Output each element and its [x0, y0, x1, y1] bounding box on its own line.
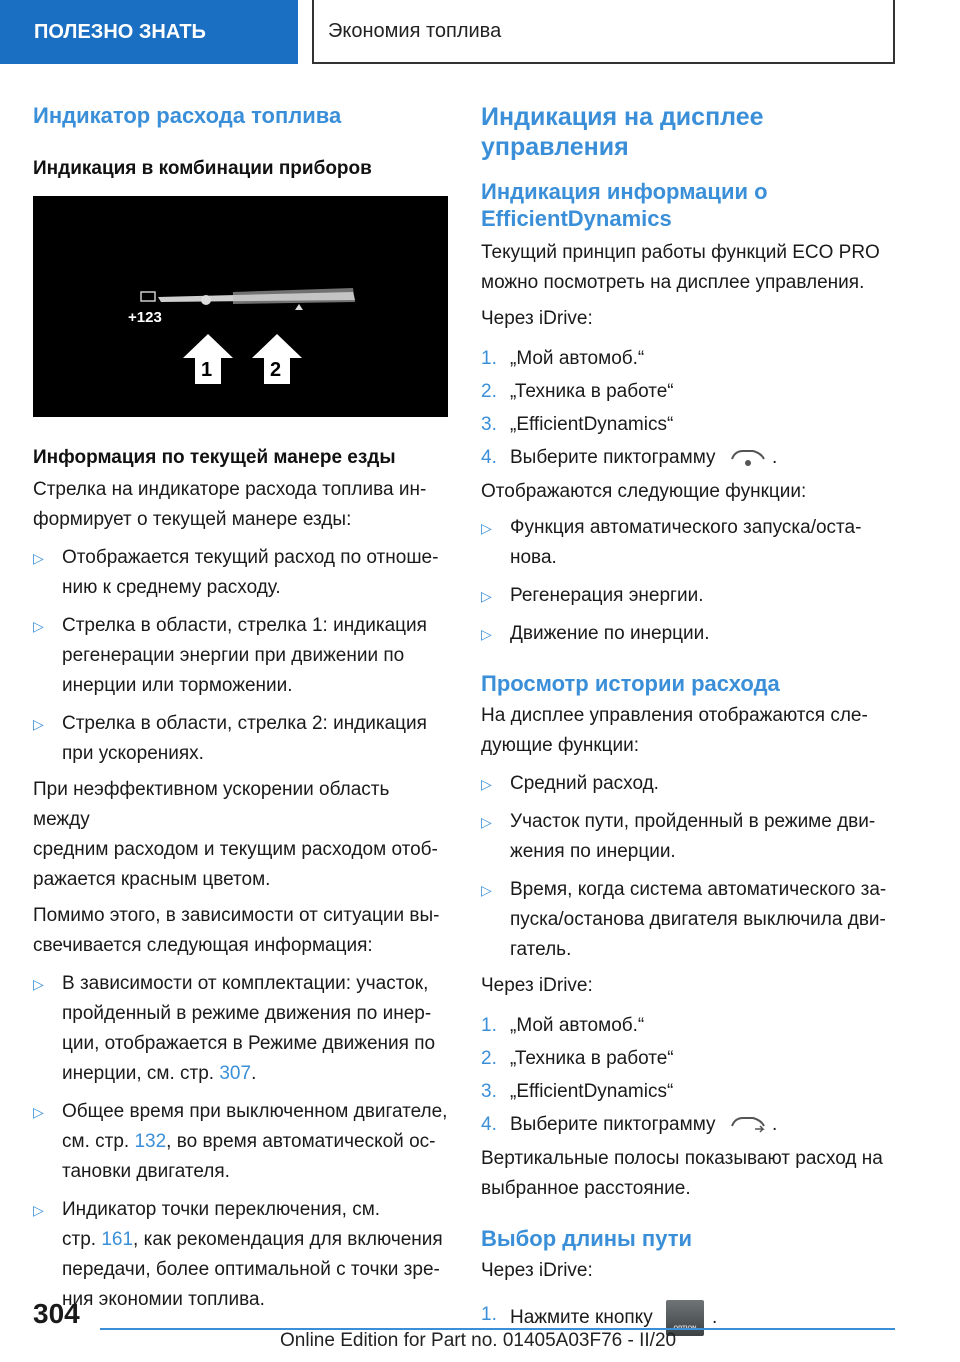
- page-link-307[interactable]: 307: [219, 1063, 252, 1084]
- list-item: ▷ Индикатор точки переключения, см. стр. 161, как рекомендация для включения передачи, более оптимальной с точки зре- ния экономии топлива.: [33, 1195, 448, 1315]
- instrument-cluster-photo: [33, 196, 448, 417]
- list-item: ▷ Движение по инерции.: [481, 619, 891, 649]
- step-item: 4. Выберите пиктограмму .: [481, 447, 778, 468]
- step-item: 1. Нажмите кнопку .: [481, 1300, 891, 1336]
- page-link-161[interactable]: 161: [101, 1229, 134, 1250]
- triangle-bullet-icon: ▷: [33, 618, 44, 634]
- triangle-bullet-icon: ▷: [33, 1104, 44, 1120]
- list-item: ▷ Отображается текущий расход по отноше- нию к среднему расходу.: [33, 543, 448, 603]
- instrument-cluster-heading: Индикация в комбинации приборов: [33, 158, 372, 179]
- list-item: ▷ Участок пути, пройденный в режиме дви- жения по инерции.: [481, 807, 891, 867]
- fuel-gauge-illustration: [33, 196, 448, 417]
- list-item: ▷ В зависимости от комплектации: участок, пройденный в режиме движения по инер- ции, отображается в Режиме движения по инерции, см. стр. 307.: [33, 969, 448, 1089]
- step-item: 3. „EfficientDynamics“: [481, 1081, 674, 1102]
- step-item: 1. „Мой автомоб.“: [481, 1015, 645, 1036]
- right-column: [481, 102, 891, 1336]
- chapter-label: Экономия топлива: [328, 19, 502, 42]
- triangle-bullet-icon: ▷: [33, 550, 44, 566]
- step-item: 4. Выберите пиктограмму .: [481, 1114, 778, 1135]
- car-history-icon: [729, 1114, 767, 1136]
- arrow-1-label: 1: [201, 359, 213, 381]
- footer-edition: Online Edition for Part no. 01405A03F76 - II/20: [280, 1330, 677, 1351]
- paragraph: Стрелка на индикаторе расхода топлива ин- формирует о текущей манере езды:: [33, 479, 427, 530]
- list-item: ▷ Стрелка в области, стрелка 2: индикация при ускорениях.: [33, 709, 448, 769]
- paragraph: Помимо этого, в зависимости от ситуации вы- свечивается следующая информация:: [33, 905, 440, 956]
- triangle-bullet-icon: ▷: [481, 776, 492, 792]
- car-icon: [729, 447, 767, 469]
- triangle-bullet-icon: ▷: [481, 588, 492, 604]
- step-item: 2. „Техника в работе“: [481, 1048, 674, 1069]
- paragraph: Вертикальные полосы показывают расход на выбранное расстояние.: [481, 1148, 883, 1199]
- list-item: ▷ Средний расход.: [481, 769, 891, 799]
- paragraph: Отображаются следующие функции:: [481, 481, 807, 502]
- list-item: ▷ Общее время при выключенном двигателе, см. стр. 132, во время автоматической ос- тановки двигателя.: [33, 1097, 448, 1187]
- paragraph: Текущий принцип работы функций ECO PRO можно посмотреть на дисплее управления.: [481, 242, 880, 293]
- triangle-bullet-icon: ▷: [33, 716, 44, 732]
- section-label: ПОЛЕЗНО ЗНАТЬ: [34, 20, 206, 43]
- arrow-2-label: 2: [270, 359, 282, 381]
- chapter-box: [312, 0, 895, 64]
- triangle-bullet-icon: ▷: [33, 976, 44, 992]
- paragraph: При неэффективном ускорении область между средним расходом и текущим расходом отоб- ражается красным цветом.: [33, 779, 438, 890]
- triangle-bullet-icon: ▷: [33, 1202, 44, 1218]
- page-link-132[interactable]: 132: [134, 1131, 167, 1152]
- triangle-bullet-icon: ▷: [481, 882, 492, 898]
- list-item: ▷ Функция автоматического запуска/оста- нова.: [481, 513, 891, 573]
- step-item: 1. „Мой автомоб.“: [481, 348, 645, 369]
- left-column-text: [33, 447, 448, 1315]
- step-item: 3. „EfficientDynamics“: [481, 414, 674, 435]
- gauge-reading: +123: [128, 309, 162, 326]
- idrive-label: Через iDrive:: [481, 308, 593, 329]
- fuel-indicator-heading: Индикатор расхода топлива: [33, 103, 342, 128]
- display-heading: Индикация на дисплее управления: [481, 103, 764, 161]
- triangle-bullet-icon: ▷: [481, 814, 492, 830]
- list-item: ▷ Стрелка в области, стрелка 1: индикация регенерации энергии при движении по инерции или торможении.: [33, 611, 448, 701]
- consumption-history-heading: Просмотр истории расхода: [481, 671, 780, 696]
- list-item: ▷ Время, когда система автоматического за- пуска/останова двигателя выключила дви- гатель.: [481, 875, 891, 965]
- driving-style-heading: Информация по текущей манере езды: [33, 447, 396, 468]
- efficientdynamics-heading: Индикация информации о EfficientDynamics: [481, 179, 768, 231]
- triangle-bullet-icon: ▷: [481, 626, 492, 642]
- paragraph: На дисплее управления отображаются сле- дующие функции:: [481, 705, 868, 756]
- idrive-label: Через iDrive:: [481, 1260, 593, 1281]
- list-item: ▷ Регенерация энергии.: [481, 581, 891, 611]
- triangle-bullet-icon: ▷: [481, 520, 492, 536]
- route-length-heading: Выбор длины пути: [481, 1226, 692, 1251]
- section-tab: [0, 0, 298, 64]
- page-number: 304: [33, 1298, 80, 1329]
- idrive-label: Через iDrive:: [481, 975, 593, 996]
- step-item: 2. „Техника в работе“: [481, 381, 674, 402]
